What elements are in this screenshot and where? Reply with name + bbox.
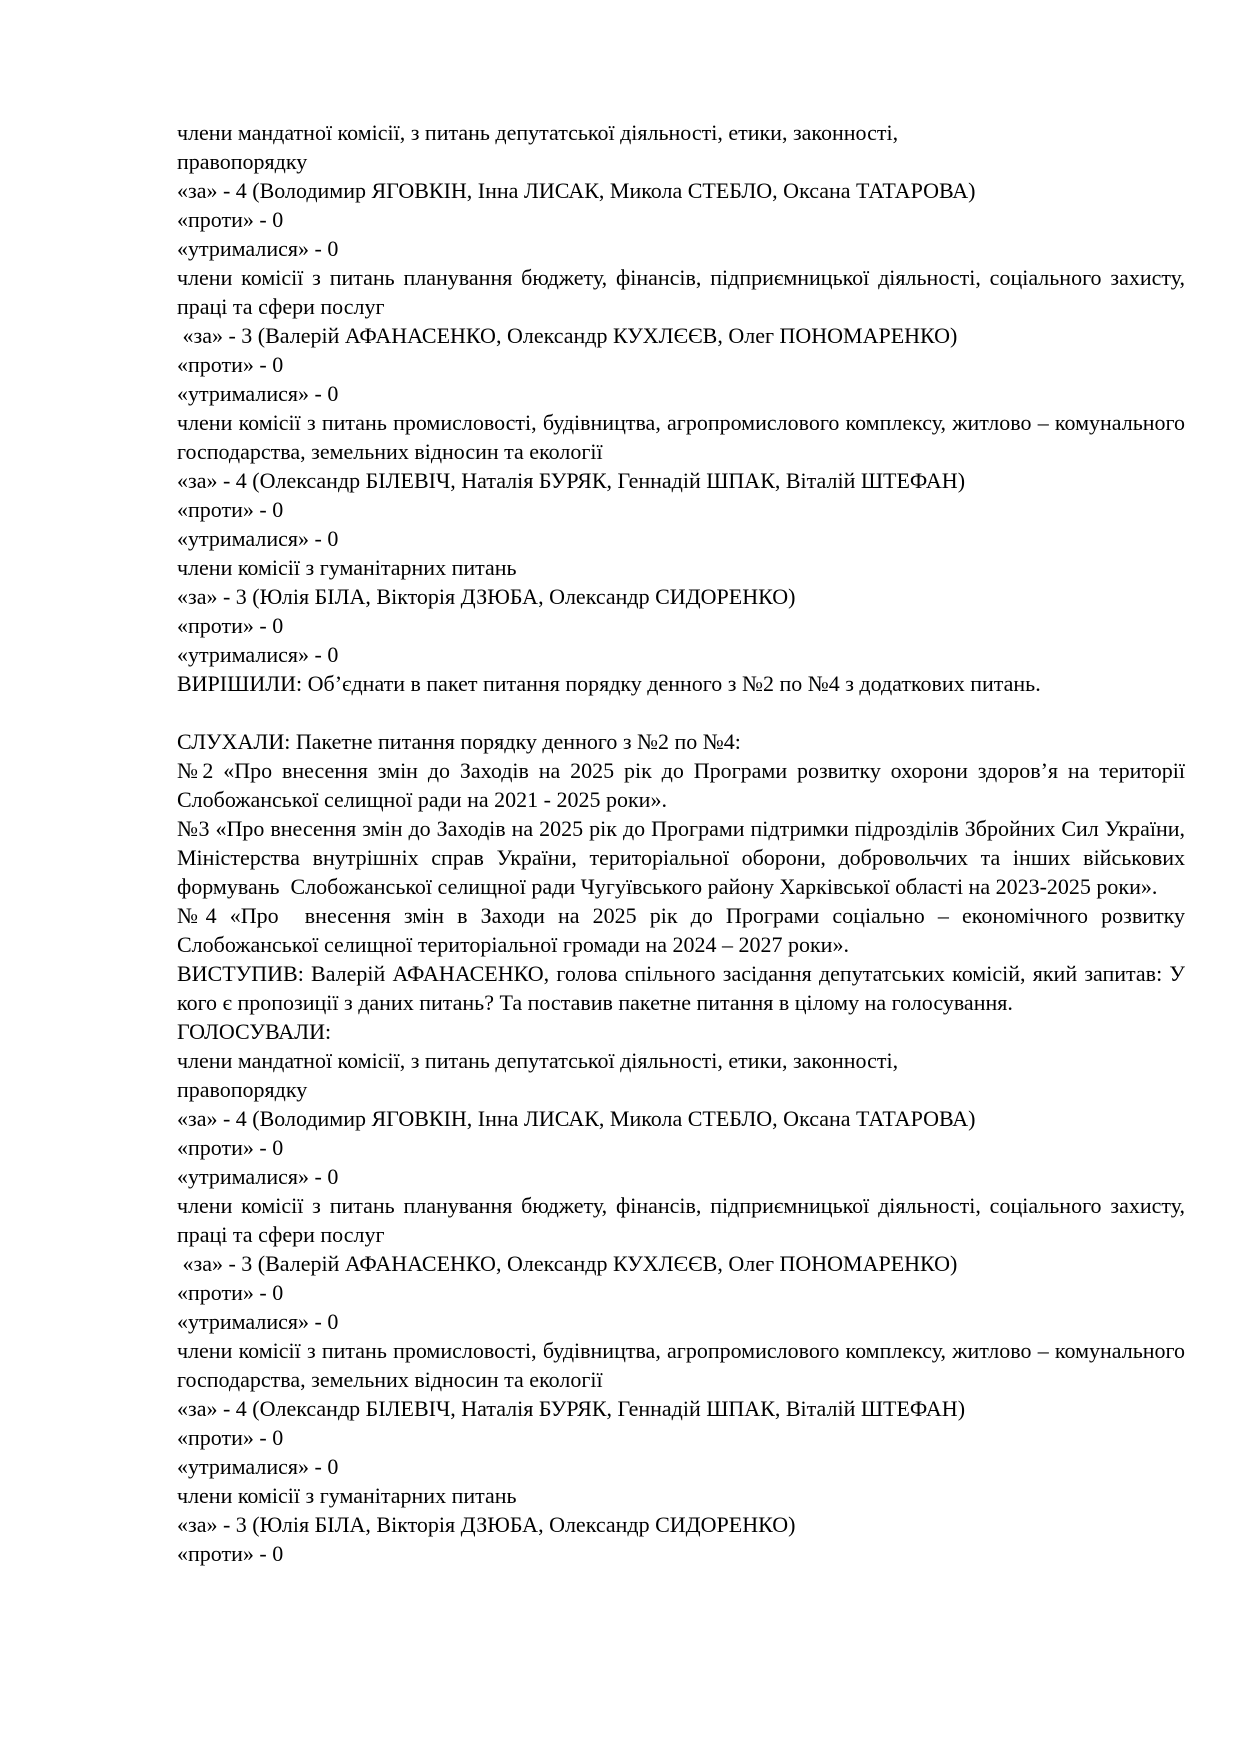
vote-for: «за» - 3 (Валерій АФАНАСЕНКО, Олександр КУХЛЄЄВ, Олег ПОНОМАРЕНКО) [177,1251,958,1276]
commission-3-title: члени комісії з питань промисловості, будівництва, агропромислового комплексу, житлово – комунального господарства, земельних відносин та екології [177,1338,1191,1392]
agenda-item-4: №4 «Про внесення змін в Заходи на 2025 рік до Програми соціально – економічного розвитку Слобожанської селищної територіальної громади на 2024 – 2027 роки». [177,903,1191,957]
commission-4-title: члени комісії з гуманітарних питань [177,1483,517,1508]
commission-2-title: члени комісії з питань планування бюджету, фінансів, підприємницької діяльності, соціального захисту, праці та сфери послуг [177,1193,1191,1247]
vote-for: «за» - 4 (Олександр БІЛЕВІЧ, Наталія БУРЯК, Геннадій ШПАК, Віталій ШТЕФАН) [177,1396,966,1421]
vote-abstained: «утрималися» - 0 [177,526,339,551]
vote-for: «за» - 3 (Валерій АФАНАСЕНКО, Олександр КУХЛЄЄВ, Олег ПОНОМАРЕНКО) [177,323,958,348]
vote-against: «проти» - 0 [177,1425,284,1450]
vote-against: «проти» - 0 [177,1541,284,1566]
commission-1-title: члени мандатної комісії, з питань депутатської діяльності, етики, законності, [177,120,899,145]
agenda-item-3: №3 «Про внесення змін до Заходів на 2025 рік до Програми підтримки підрозділів Збройних Сил України, Міністерства внутрішніх справ України, територіальної оборони, добровольчих та інших військових формувань Слобожанської селищної ради Чугуївського району Харківської області на 2023-2025 роки». [177,816,1191,899]
vote-against: «проти» - 0 [177,497,284,522]
commission-1-title-cont: правопорядку [177,149,308,174]
vote-abstained: «утрималися» - 0 [177,1164,339,1189]
document-body [177,118,1191,1568]
commission-1-title: члени мандатної комісії, з питань депутатської діяльності, етики, законності, [177,1048,899,1073]
voted-heading: ГОЛОСУВАЛИ: [177,1019,332,1044]
decision-paragraph: ВИРІШИЛИ: Об’єднати в пакет питання порядку денного з №2 по №4 з додаткових питань. [177,671,1041,696]
vote-against: «проти» - 0 [177,207,284,232]
commission-1-title-cont: правопорядку [177,1077,308,1102]
vote-against: «проти» - 0 [177,1280,284,1305]
vote-abstained: «утрималися» - 0 [177,381,339,406]
commission-2-title: члени комісії з питань планування бюджету, фінансів, підприємницької діяльності, соціального захисту, праці та сфери послуг [177,265,1191,319]
vote-for: «за» - 4 (Володимир ЯГОВКІН, Інна ЛИСАК, Микола СТЕБЛО, Оксана ТАТАРОВА) [177,1106,976,1131]
vote-for: «за» - 4 (Олександр БІЛЕВІЧ, Наталія БУРЯК, Геннадій ШПАК, Віталій ШТЕФАН) [177,468,966,493]
commission-4-title: члени комісії з гуманітарних питань [177,555,517,580]
vote-for: «за» - 4 (Володимир ЯГОВКІН, Інна ЛИСАК, Микола СТЕБЛО, Оксана ТАТАРОВА) [177,178,976,203]
commission-3-title: члени комісії з питань промисловості, будівництва, агропромислового комплексу, житлово – комунального господарства, земельних відносин та екології [177,410,1191,464]
speaker-paragraph: ВИСТУПИВ: Валерій АФАНАСЕНКО, голова спільного засідання депутатських комісій, який запитав: У кого є пропозиції з даних питань? Та поставив пакетне питання в цілому на голосування. [177,961,1191,1015]
vote-abstained: «утрималися» - 0 [177,1309,339,1334]
vote-abstained: «утрималися» - 0 [177,1454,339,1479]
vote-abstained: «утрималися» - 0 [177,236,339,261]
vote-abstained: «утрималися» - 0 [177,642,339,667]
vote-against: «проти» - 0 [177,352,284,377]
vote-for: «за» - 3 (Юлія БІЛА, Вікторія ДЗЮБА, Олександр СИДОРЕНКО) [177,584,796,609]
paragraph-gap [177,698,1185,727]
vote-against: «проти» - 0 [177,1135,284,1160]
agenda-item-2: №2 «Про внесення змін до Заходів на 2025 рік до Програми розвитку охорони здоров’я на території Слобожанської селищної ради на 2021 - 2025 роки». [177,758,1191,812]
heard-paragraph: СЛУХАЛИ: Пакетне питання порядку денного з №2 по №4: [177,729,741,754]
vote-for: «за» - 3 (Юлія БІЛА, Вікторія ДЗЮБА, Олександр СИДОРЕНКО) [177,1512,796,1537]
vote-against: «проти» - 0 [177,613,284,638]
